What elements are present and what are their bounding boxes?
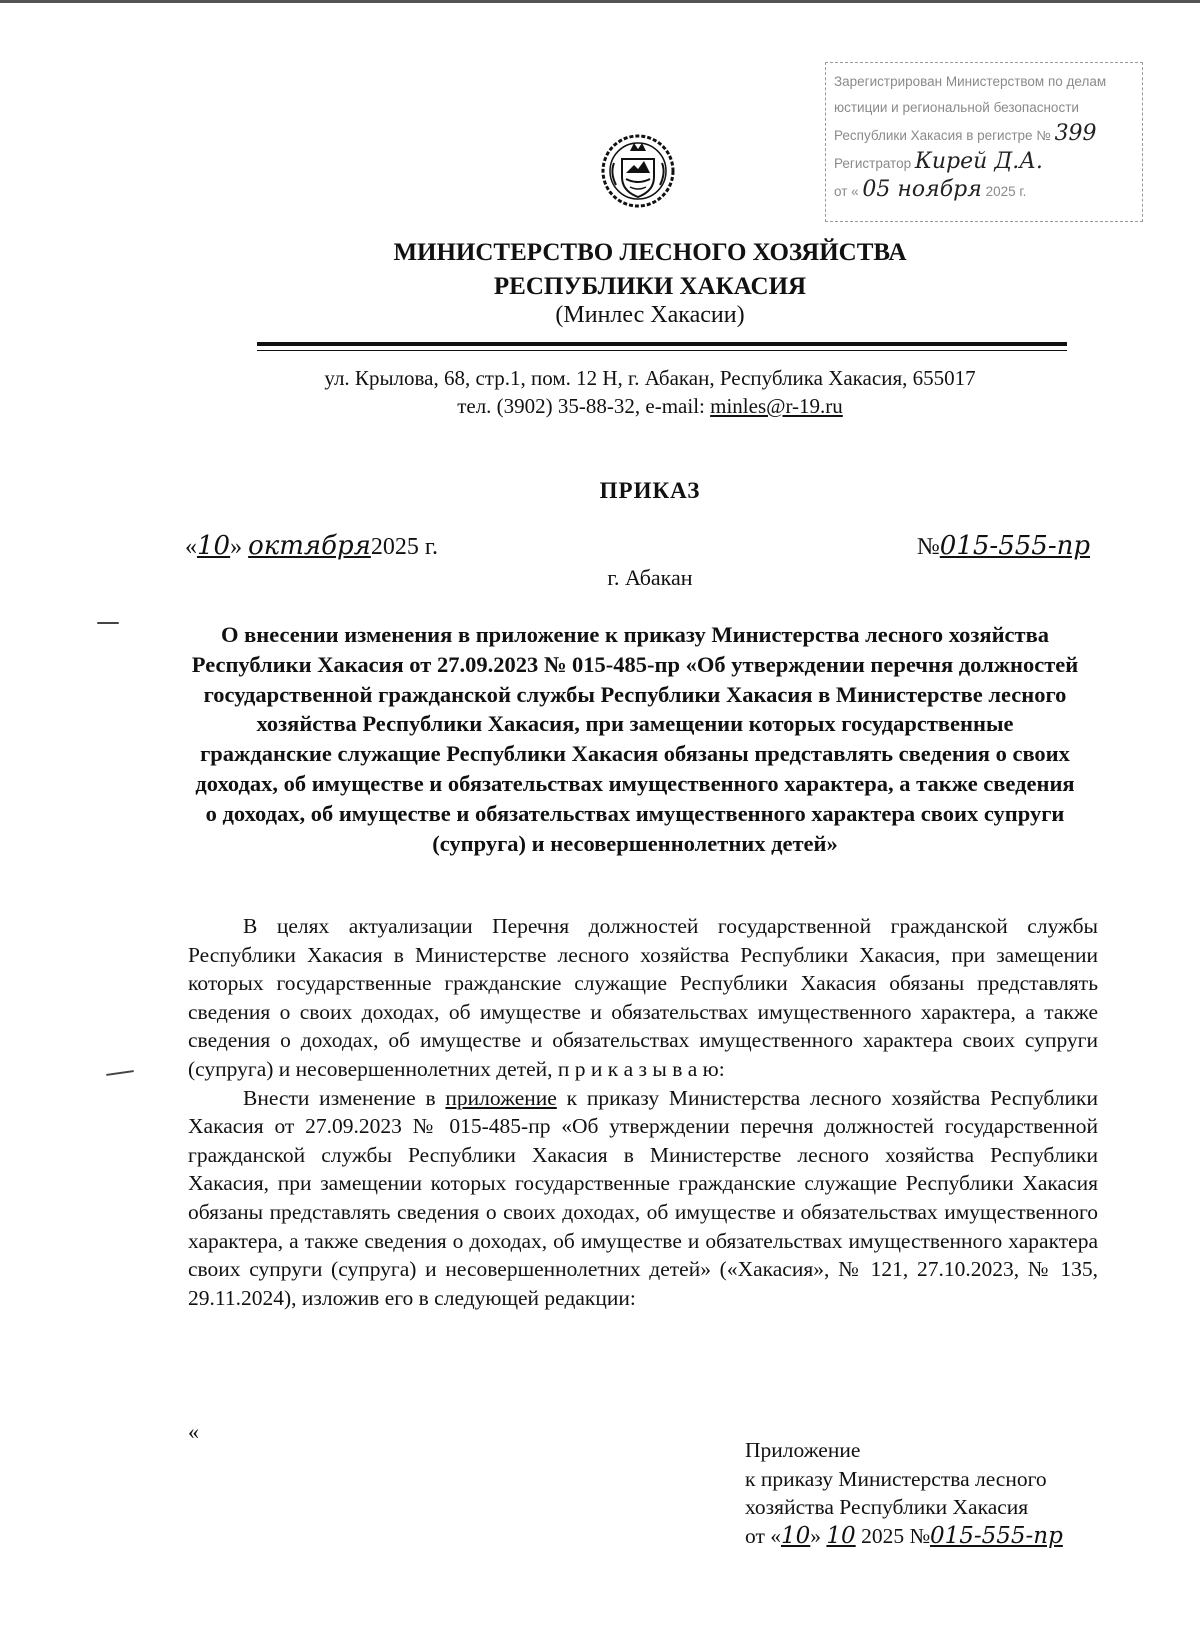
stamp-date: 05 ноября <box>862 177 982 202</box>
date-open-quote: « <box>185 534 197 560</box>
org-name-line-1: МИНИСТЕРСТВО ЛЕСНОГО ХОЗЯЙСТВА <box>393 239 907 266</box>
appendix-block <box>745 1436 1063 1550</box>
order-year: 2025 г. <box>370 534 439 560</box>
stamp-date-prefix: от « <box>834 184 859 199</box>
stamp-date-suffix: 2025 г. <box>985 184 1027 199</box>
document-title: ПРИКАЗ <box>599 478 701 503</box>
scan-mark-2 <box>106 1070 134 1076</box>
org-contacts <box>0 392 1200 420</box>
registration-stamp <box>825 62 1143 222</box>
stamp-line-5 <box>834 177 1142 205</box>
order-month: октября <box>248 531 371 561</box>
appendix-line-2: к приказу Министерства лесного <box>745 1466 1047 1491</box>
appendix-number: 015-555-пр <box>929 1522 1063 1549</box>
order-city: г. Абакан <box>607 565 693 590</box>
appendix-line-4 <box>745 1522 1063 1551</box>
stamp-register-number: 399 <box>1054 121 1097 146</box>
org-address: ул. Крылова, 68, стр.1, пом. 12 Н, г. Абакан, Республика Хакасия, 655017 <box>324 366 976 390</box>
appendix-day: 10 <box>781 1522 811 1549</box>
stamp-line-4 <box>834 149 1142 177</box>
body-paragraph-1: В целях актуализации Перечня должностей государственной гражданской службы Республики Хакасия в Министерстве лесного хозяйства Республики Хакасия, при замещении которых государственные гражданские служащие Республики Хакасия обязаны представлять сведения о своих доходах, об имуществе и обязательствах имущественного характера, а также сведения о доходах, об имуществе и обязательствах имущественного характера своих супруги (супруга) и несовершеннолетних детей, п р и к а з ы в а ю: <box>188 914 1098 1081</box>
org-email-link[interactable]: minles@r-19.ru <box>710 394 843 418</box>
stamp-registrar-label: Регистратор <box>834 156 912 171</box>
para2-rest: к приказу Министерства лесного хозяйства Республики Хакасия от 27.09.2023 № 015-485-пр «Об утверждении перечня должностей государственной гражданской службы Республики Хакасия в Министерстве лесного хозяйства Республики Хакасия, при замещении которых государственные гражданские служащие Республики Хакасия обязаны представлять сведения о своих доходах, об имуществе и обязательствах имущественного характера, а также сведения о доходах, об имуществе и обязательствах имущественного характера своих супруги (супруга) и несовершеннолетних детей» («Хакасия», № 121, 27.10.2023, № 135, 29.11.2024), изложив его в следующей редакции: <box>188 1085 1098 1310</box>
stamp-registrar-signature: Кирей Д.А. <box>914 149 1043 174</box>
stamp-line-2: юстиции и региональной безопасности <box>834 100 1079 115</box>
header-rule-thin <box>257 350 1067 351</box>
order-body <box>188 912 1098 1312</box>
appendix-quote-close: » <box>810 1523 822 1548</box>
date-close-quote: » <box>230 534 243 560</box>
appendix-year-number-label: 2025 № <box>861 1523 930 1548</box>
body-paragraph-2 <box>188 1084 1098 1313</box>
stamp-line-1: Зарегистрирован Министерством по делам <box>834 74 1107 89</box>
org-short-name: (Минлес Хакасии) <box>555 302 745 328</box>
order-number-sign: № <box>916 534 940 560</box>
order-subject: О внесении изменения в приложение к приказу Министерства лесного хозяйства Республики Хакасия от 27.09.2023 № 015-485-пр «Об утверждении перечня должностей государственной гражданской службы Республики Хакасия в Министерстве лесного хозяйства Республики Хакасия, при замещении которых государственные гражданские служащие Республики Хакасия обязаны представлять сведения о своих доходах, об имуществе и обязательствах имущественного характера, а также сведения о доходах, об имуществе и обязательствах имущественного характера своих супруги (супруга) и несовершеннолетних детей» <box>191 622 1079 856</box>
org-phone: тел. (3902) 35-88-32, e-mail: <box>457 394 711 418</box>
order-date <box>185 531 438 561</box>
order-number-value: 015-555-пр <box>939 531 1090 561</box>
appendix-link[interactable]: приложение <box>445 1085 557 1110</box>
appendix-month: 10 <box>826 1522 856 1549</box>
opening-quote-mark: « <box>188 1419 199 1444</box>
appendix-line-1: Приложение <box>745 1438 861 1462</box>
order-day: 10 <box>197 531 231 561</box>
header-rule-thick <box>257 342 1067 346</box>
order-number <box>917 531 1090 561</box>
appendix-line-3: хозяйства Республики Хакасия <box>745 1495 1029 1519</box>
appendix-from: от « <box>745 1523 781 1548</box>
coat-of-arms-icon <box>600 133 676 209</box>
scan-mark-1 <box>97 622 119 624</box>
org-name-line-2: РЕСПУБЛИКИ ХАКАСИЯ <box>493 273 807 300</box>
stamp-line-3 <box>834 121 1142 149</box>
para2-start: Внести изменение в <box>243 1085 446 1110</box>
scan-top-edge <box>0 0 1200 3</box>
stamp-register-label: Республики Хакасия в регистре № <box>834 128 1051 143</box>
